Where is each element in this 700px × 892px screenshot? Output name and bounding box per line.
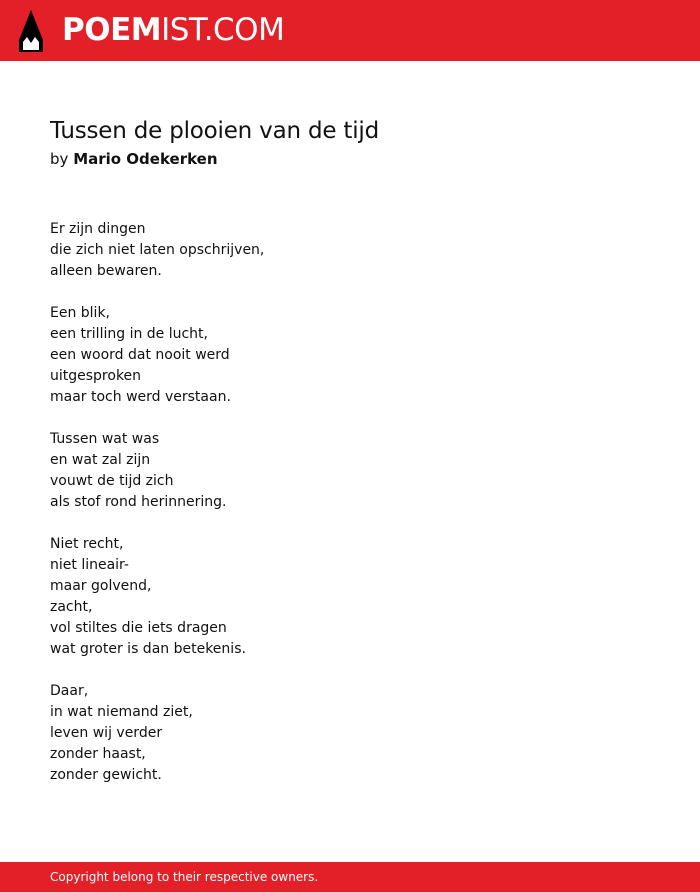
poem-line: Tussen wat was (50, 431, 160, 447)
poem-line: wat groter is dan betekenis. (50, 641, 246, 657)
site-header (0, 0, 700, 61)
site-logo[interactable] (62, 10, 284, 50)
copyright-text: Copyright belong to their respective owners. (50, 870, 319, 884)
poem-line: Niet recht, (50, 536, 124, 552)
logo-bold-text: POEM (62, 12, 162, 48)
poem-line: een woord dat nooit werd (50, 347, 230, 363)
poem-stanza (50, 534, 650, 660)
poem-line: alleen bewaren. (50, 263, 162, 279)
poem-line: maar golvend, (50, 578, 152, 594)
author-name: Mario Odekerken (73, 150, 218, 168)
poem-line: als stof rond herinnering. (50, 494, 227, 510)
poem-line: leven wij verder (50, 725, 163, 741)
poem-stanza (50, 681, 650, 786)
poem-line: uitgesproken (50, 368, 142, 384)
poem-line: een trilling in de lucht, (50, 326, 208, 342)
poem-body (50, 219, 650, 807)
poem-line: in wat niemand ziet, (50, 704, 193, 720)
poem-line: zonder gewicht. (50, 767, 162, 783)
poem-line: vol stiltes die iets dragen (50, 620, 227, 636)
poem-line: niet lineair- (50, 557, 129, 573)
poem-line: maar toch werd verstaan. (50, 389, 231, 405)
poem-stanza (50, 219, 650, 282)
poem-stanza (50, 303, 650, 408)
poem-line: en wat zal zijn (50, 452, 151, 468)
poem-line: zonder haast, (50, 746, 146, 762)
pencil-icon[interactable] (17, 10, 45, 52)
byline (50, 149, 218, 169)
poem-title: Tussen de plooien van de tijd (50, 118, 380, 144)
poem-line: die zich niet laten opschrijven, (50, 242, 265, 258)
poem-line: Een blik, (50, 305, 111, 321)
poem-line: Er zijn dingen (50, 221, 146, 237)
poem-line: vouwt de tijd zich (50, 473, 174, 489)
poem-stanza (50, 429, 650, 513)
by-label: by (50, 150, 69, 168)
logo-light-text: IST.COM (161, 12, 285, 48)
site-footer (0, 862, 700, 892)
poem-line: zacht, (50, 599, 93, 615)
poem-line: Daar, (50, 683, 89, 699)
